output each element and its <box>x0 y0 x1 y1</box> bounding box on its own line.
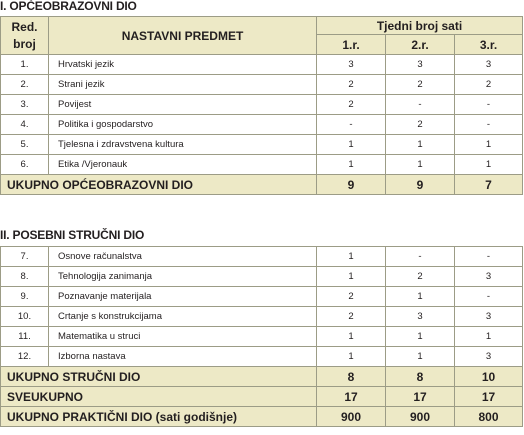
hours-year-2: 2 <box>386 75 455 95</box>
total-year-2: 17 <box>386 387 455 407</box>
section-1-title: I. OPĆEOBRAZOVNI DIO <box>0 0 137 13</box>
subject-name: Matematika u struci <box>49 327 317 347</box>
hours-year-3: - <box>455 115 523 135</box>
table-row <box>1 347 523 367</box>
total-year-1: 17 <box>317 387 386 407</box>
total-year-2: 9 <box>386 175 455 195</box>
subject-name: Crtanje s konstrukcijama <box>49 307 317 327</box>
row-number: 3. <box>1 95 49 115</box>
row-number: 8. <box>1 267 49 287</box>
hours-year-2: 1 <box>386 347 455 367</box>
hours-year-3: 3 <box>455 307 523 327</box>
table-row <box>1 95 523 115</box>
hours-year-1: 1 <box>317 247 386 267</box>
header-year-2: 2.r. <box>386 35 455 55</box>
table-row <box>1 307 523 327</box>
hours-year-2: 1 <box>386 327 455 347</box>
header-predmet: NASTAVNI PREDMET <box>49 17 317 55</box>
subject-name: Izborna nastava <box>49 347 317 367</box>
hours-year-2: 1 <box>386 287 455 307</box>
hours-year-1: 2 <box>317 287 386 307</box>
header-year-3: 3.r. <box>455 35 523 55</box>
table-row <box>1 75 523 95</box>
subject-name: Strani jezik <box>49 75 317 95</box>
row-number: 7. <box>1 247 49 267</box>
hours-year-1: 1 <box>317 135 386 155</box>
hours-year-3: 1 <box>455 135 523 155</box>
practical-total-row <box>1 407 523 427</box>
table-row <box>1 267 523 287</box>
subject-name: Tjelesna i zdravstvena kultura <box>49 135 317 155</box>
total-label: UKUPNO OPĆEOBRAZOVNI DIO <box>1 175 317 195</box>
total-row <box>1 367 523 387</box>
hours-year-2: 2 <box>386 267 455 287</box>
hours-year-1: 2 <box>317 307 386 327</box>
total-year-3: 800 <box>455 407 523 427</box>
hours-year-3: - <box>455 247 523 267</box>
hours-year-3: - <box>455 95 523 115</box>
hours-year-2: 3 <box>386 307 455 327</box>
total-label: UKUPNO STRUČNI DIO <box>1 367 317 387</box>
row-number: 10. <box>1 307 49 327</box>
total-year-3: 7 <box>455 175 523 195</box>
subject-name: Politika i gospodarstvo <box>49 115 317 135</box>
hours-year-1: 1 <box>317 347 386 367</box>
hours-year-3: 3 <box>455 347 523 367</box>
header-year-1: 1.r. <box>317 35 386 55</box>
total-year-3: 17 <box>455 387 523 407</box>
section-2-title: II. POSEBNI STRUČNI DIO <box>0 228 145 242</box>
total-label: SVEUKUPNO <box>1 387 317 407</box>
row-number: 11. <box>1 327 49 347</box>
table-row <box>1 115 523 135</box>
hours-year-2: - <box>386 247 455 267</box>
hours-year-1: - <box>317 115 386 135</box>
row-number: 1. <box>1 55 49 75</box>
hours-year-2: 3 <box>386 55 455 75</box>
total-year-2: 8 <box>386 367 455 387</box>
total-label: UKUPNO PRAKTIČNI DIO (sati godišnje) <box>1 407 317 427</box>
table-row <box>1 55 523 75</box>
table-row <box>1 327 523 347</box>
row-number: 4. <box>1 115 49 135</box>
row-number: 9. <box>1 287 49 307</box>
vocational-subjects-table <box>0 246 523 427</box>
row-number: 2. <box>1 75 49 95</box>
subject-name: Hrvatski jezik <box>49 55 317 75</box>
total-year-1: 9 <box>317 175 386 195</box>
hours-year-2: 2 <box>386 115 455 135</box>
total-year-1: 8 <box>317 367 386 387</box>
subject-name: Tehnologija zanimanja <box>49 267 317 287</box>
table-row <box>1 247 523 267</box>
hours-year-1: 1 <box>317 155 386 175</box>
hours-year-3: 3 <box>455 267 523 287</box>
row-number: 12. <box>1 347 49 367</box>
hours-year-3: 2 <box>455 75 523 95</box>
total-year-3: 10 <box>455 367 523 387</box>
header-red-broj: Red. broj <box>1 17 49 55</box>
grand-total-row <box>1 387 523 407</box>
table-row <box>1 287 523 307</box>
row-number: 5. <box>1 135 49 155</box>
table-row <box>1 135 523 155</box>
hours-year-3: - <box>455 287 523 307</box>
subject-name: Poznavanje materijala <box>49 287 317 307</box>
subject-name: Etika /Vjeronauk <box>49 155 317 175</box>
hours-year-1: 1 <box>317 327 386 347</box>
total-year-2: 900 <box>386 407 455 427</box>
header-tjedni-broj-sati: Tjedni broj sati <box>317 17 523 35</box>
row-number: 6. <box>1 155 49 175</box>
general-subjects-table <box>0 16 523 195</box>
hours-year-3: 1 <box>455 155 523 175</box>
hours-year-2: 1 <box>386 135 455 155</box>
total-year-1: 900 <box>317 407 386 427</box>
hours-year-2: - <box>386 95 455 115</box>
table-row <box>1 155 523 175</box>
hours-year-3: 1 <box>455 327 523 347</box>
subject-name: Povijest <box>49 95 317 115</box>
hours-year-1: 2 <box>317 95 386 115</box>
subject-name: Osnove računalstva <box>49 247 317 267</box>
hours-year-1: 3 <box>317 55 386 75</box>
total-row <box>1 175 523 195</box>
hours-year-1: 1 <box>317 267 386 287</box>
hours-year-1: 2 <box>317 75 386 95</box>
hours-year-3: 3 <box>455 55 523 75</box>
hours-year-2: 1 <box>386 155 455 175</box>
